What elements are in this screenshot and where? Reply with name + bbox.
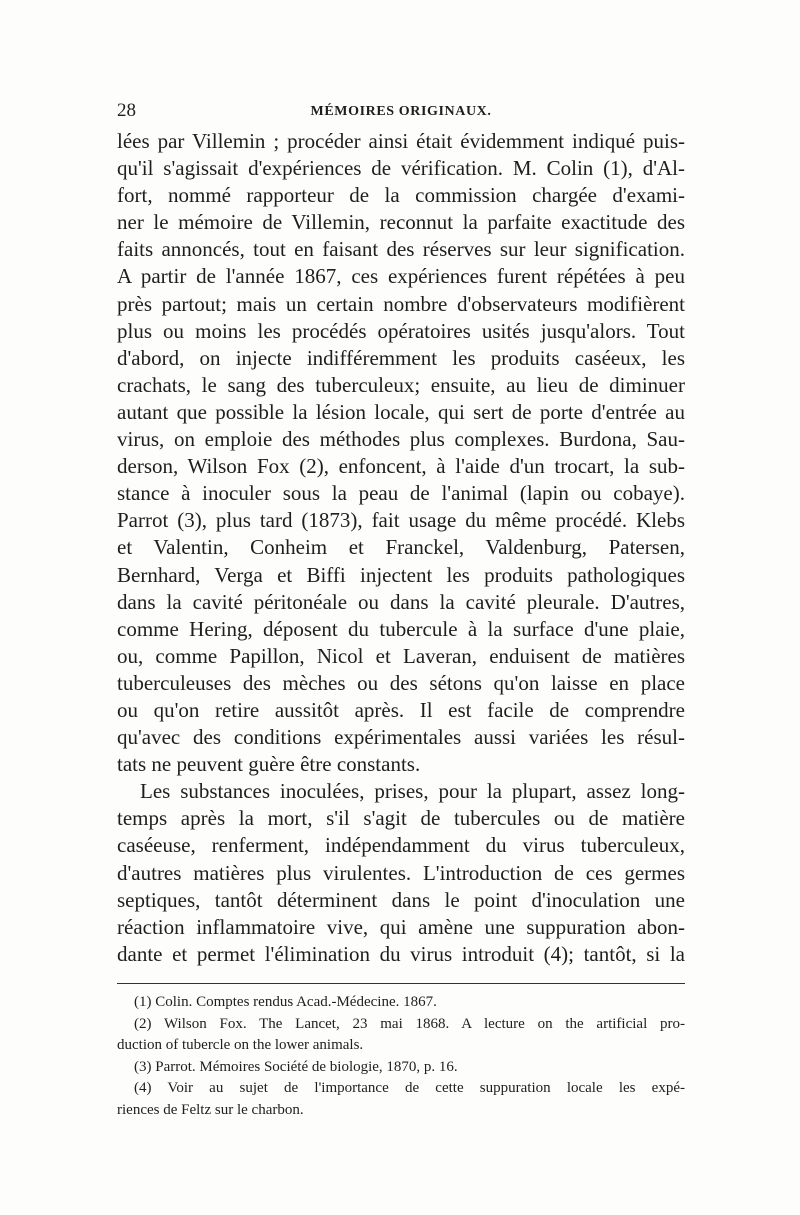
footnote-2-continuation: duction of tubercle on the lower animals. [117, 1037, 364, 1054]
text-line: ner le mémoire de Villemin, reconnut la parfaite exactitude des [117, 210, 685, 235]
text-line: crachats, le sang des tuberculeux; ensuite, au lieu de diminuer [117, 372, 685, 397]
text-line: près partout; mais un certain nombre d'observateurs modifièrent [117, 291, 685, 316]
text-line: caséeuse, renferment, indépendamment du virus tuberculeux, [117, 833, 685, 858]
text-line: A partir de l'année 1867, ces expériences furent répétées à peu [117, 264, 685, 289]
paragraph-end-line: tats ne peuvent guère être constants. [117, 752, 421, 777]
text-line: faits annoncés, tout en faisant des réserves sur leur signification. [117, 237, 685, 262]
body-text [117, 128, 685, 968]
page-number: 28 [117, 100, 136, 121]
footnote-3: (3) Parrot. Mémoires Société de biologie, 1870, p. 16. [134, 1058, 458, 1075]
footnote-4: (4) Voir au sujet de l'importance de cette suppuration locale les expé- [134, 1080, 685, 1097]
footnote-2: (2) Wilson Fox. The Lancet, 23 mai 1868. A lecture on the artificial pro- [134, 1015, 685, 1032]
text-line: ou qu'on retire aussitôt après. Il est facile de comprendre [117, 697, 685, 722]
text-line: d'autres matières plus virulentes. L'introduction de ces germes [117, 860, 685, 885]
text-line: septiques, tantôt déterminent dans le point d'inoculation une [117, 887, 685, 912]
running-title: MÉMOIRES ORIGINAUX. [310, 104, 492, 119]
paragraph-start-line: Les substances inoculées, prises, pour la plupart, assez long- [140, 779, 685, 804]
text-line: virus, on emploie des méthodes plus complexes. Burdona, Sau- [117, 427, 685, 452]
text-line: réaction inflammatoire vive, qui amène une suppuration abon- [117, 914, 685, 939]
text-line: ou, comme Papillon, Nicol et Laveran, enduisent de matières [117, 643, 685, 668]
text-line: qu'avec des conditions expérimentales aussi variées les résul- [117, 725, 685, 750]
text-line: plus ou moins les procédés opératoires usités jusqu'alors. Tout [117, 318, 685, 343]
running-head [117, 100, 685, 122]
text-line: lées par Villemin ; procéder ainsi était évidemment indiqué puis- [117, 129, 685, 153]
text-line: temps après la mort, s'il s'agit de tubercules ou de matière [117, 806, 685, 831]
text-line: tuberculeuses des mèches ou des sétons qu'on laisse en place [117, 670, 685, 695]
footnote-4-continuation: riences de Feltz sur le charbon. [117, 1101, 304, 1118]
text-line: derson, Wilson Fox (2), enfoncent, à l'aide d'un trocart, la sub- [117, 454, 685, 479]
text-line: comme Hering, déposent du tubercule à la surface d'une plaie, [117, 616, 685, 641]
text-line: d'abord, on injecte indifféremment les produits caséeux, les [117, 345, 685, 370]
text-line: Bernhard, Verga et Biffi injectent les produits pathologiques [117, 562, 685, 587]
text-line: fort, nommé rapporteur de la commission chargée d'exami- [117, 183, 685, 208]
footnote-rule [117, 983, 685, 984]
text-line: autant que possible la lésion locale, qui sert de porte d'entrée au [117, 399, 685, 424]
text-line: dante et permet l'élimination du virus introduit (4); tantôt, si la [117, 941, 685, 966]
footnotes [117, 992, 685, 1122]
text-line: dans la cavité péritonéale ou dans la cavité pleurale. D'autres, [117, 589, 685, 614]
text-line: Parrot (3), plus tard (1873), fait usage du même procédé. Klebs [117, 508, 685, 533]
text-line: qu'il s'agissait d'expériences de vérification. M. Colin (1), d'Al- [117, 156, 685, 181]
footnote-1: (1) Colin. Comptes rendus Acad.-Médecine. 1867. [134, 994, 437, 1010]
text-line: et Valentin, Conheim et Franckel, Valdenburg, Patersen, [117, 535, 685, 560]
text-line: stance à inoculer sous la peau de l'animal (lapin ou cobaye). [117, 481, 685, 506]
